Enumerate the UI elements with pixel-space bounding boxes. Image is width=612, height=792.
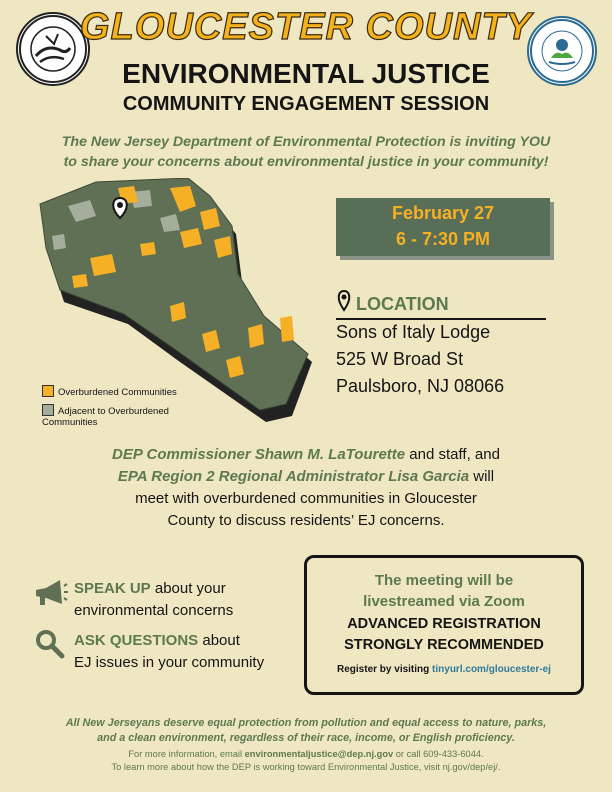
event-date: February 27	[391, 203, 495, 223]
location-street: 525 W Broad St	[336, 349, 464, 369]
event-date-box	[336, 198, 550, 256]
registration-line2: STRONGLY RECOMMENDED	[344, 637, 544, 653]
event-time: 6 - 7:30 PM	[395, 229, 491, 249]
ask-questions-line2: EJ issues in your community	[74, 654, 265, 671]
location-heading: LOCATION	[356, 294, 449, 314]
ask-questions-item	[74, 630, 264, 674]
legend-label-overburdened: Overburdened Communities	[58, 387, 177, 398]
location-city: Paulsboro, NJ 08066	[336, 376, 505, 396]
ask-questions-key: ASK QUESTIONS	[74, 632, 199, 649]
legend-swatch-overburdened	[42, 385, 54, 397]
intro-text	[20, 132, 592, 172]
map-legend	[42, 385, 177, 428]
speak-up-rest: about your	[150, 580, 226, 597]
footer-statement	[14, 716, 598, 746]
speak-up-item	[74, 578, 233, 622]
register-prefix: Register by visiting	[337, 664, 433, 675]
details-line-4: County to discuss residents’ EJ concerns.	[167, 512, 445, 529]
intro-line-1: The New Jersey Department of Environmental Protection is inviting YOU	[61, 134, 551, 150]
administrator-name: EPA Region 2 Regional Administrator Lisa Garcia	[117, 468, 470, 485]
location-venue: Sons of Italy Lodge	[336, 322, 491, 342]
footer-contact	[14, 748, 598, 774]
legend-item-adjacent	[42, 404, 177, 417]
title-engagement-session: COMMUNITY ENGAGEMENT SESSION	[122, 93, 490, 115]
footer-info-suffix: or call 609-433-6044.	[393, 749, 484, 759]
ask-questions-rest: about	[198, 632, 240, 649]
footer-email[interactable]: environmentaljustice@dep.nj.gov	[244, 749, 394, 759]
meeting-details	[60, 444, 552, 532]
footer-info-prefix: For more information, email	[128, 749, 245, 759]
location-divider	[336, 318, 546, 320]
register-text	[307, 664, 581, 675]
legend-item-overburdened	[42, 385, 177, 398]
livestream-line2: livestreamed via Zoom	[363, 593, 525, 610]
magnifier-icon	[34, 628, 66, 665]
title-environmental-justice: ENVIRONMENTAL JUSTICE	[122, 58, 490, 89]
speak-up-line2: environmental concerns	[74, 602, 234, 619]
livestream-line1: The meeting will be	[374, 572, 514, 589]
details-and-staff: and staff, and	[405, 446, 500, 463]
footer-line1: All New Jerseyans deserve equal protection from pollution and equal access to nature, parks,	[65, 717, 547, 729]
legend-label-adjacent: Adjacent to Overburdened	[58, 406, 169, 417]
intro-line-2: to share your concerns about environmental justice in your community!	[63, 154, 549, 170]
megaphone-icon	[32, 578, 68, 613]
registration-line1: ADVANCED REGISTRATION	[347, 616, 541, 632]
livestream-box	[304, 555, 584, 695]
title-county: GLOUCESTER COUNTY	[80, 6, 532, 48]
footer-line4: To learn more about how the DEP is working toward Environmental Justice, visit nj.gov/dep/ej/.	[111, 762, 501, 772]
details-will: will	[469, 468, 495, 485]
commissioner-name: DEP Commissioner Shawn M. LaTourette	[112, 446, 406, 463]
register-link[interactable]: tinyurl.com/gloucester-ej	[432, 664, 551, 675]
speak-up-key: SPEAK UP	[74, 580, 151, 597]
legend-swatch-adjacent	[42, 404, 54, 416]
legend-label-adjacent-line2: Communities	[42, 417, 98, 428]
details-line-3: meet with overburdened communities in Gloucester	[135, 490, 477, 507]
location-pin-icon	[336, 290, 352, 317]
footer-line2: and a clean environment, regardless of their race, income, or English proficiency.	[97, 732, 515, 744]
